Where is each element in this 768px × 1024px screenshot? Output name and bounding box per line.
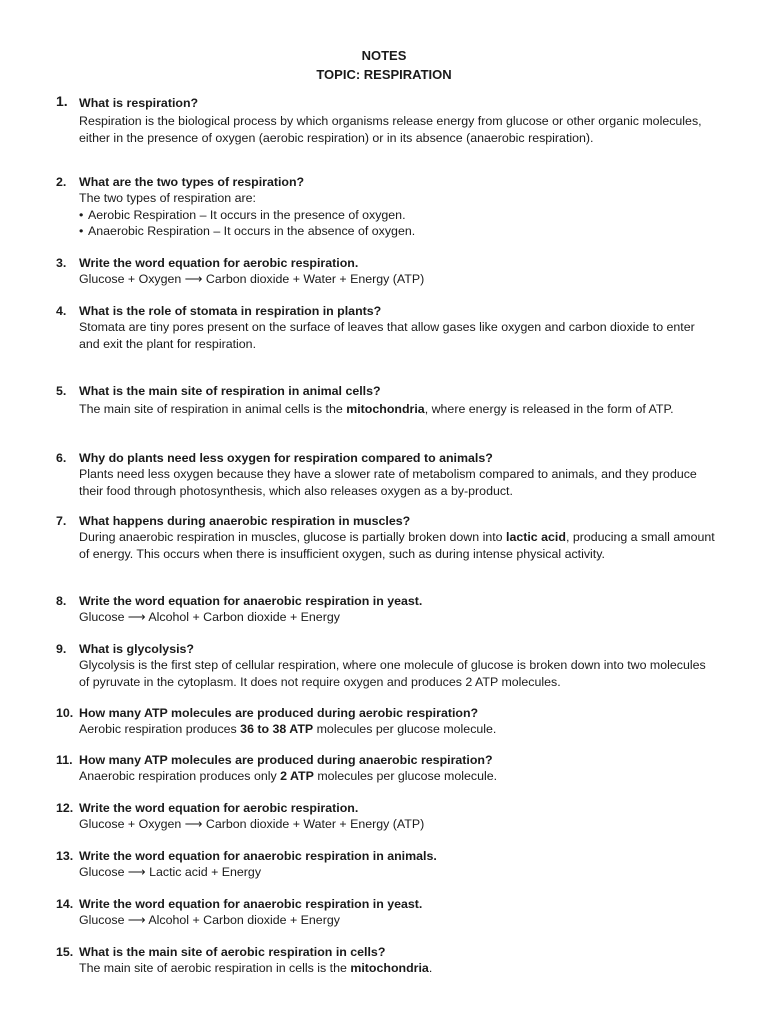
bullet-list bbox=[79, 207, 716, 240]
question-number: 12. bbox=[56, 801, 74, 815]
bullet-icon: • bbox=[79, 207, 84, 222]
question-item bbox=[56, 944, 716, 977]
question-item bbox=[56, 896, 716, 929]
question-text: What happens during anaerobic respiration in muscles? bbox=[79, 514, 411, 528]
question-number: 15. bbox=[56, 945, 74, 959]
question-number: 4. bbox=[56, 304, 67, 318]
question-text: What are the two types of respiration? bbox=[79, 175, 305, 189]
question-item bbox=[56, 800, 716, 833]
question-text: What is glycolysis? bbox=[79, 642, 194, 656]
bullet-text: Aerobic Respiration – It occurs in the presence of oxygen. bbox=[88, 207, 406, 222]
question-item bbox=[56, 303, 716, 352]
question-number: 8. bbox=[56, 594, 67, 608]
list-item bbox=[79, 223, 716, 239]
bullet-text: Anaerobic Respiration – It occurs in the absence of oxygen. bbox=[88, 223, 416, 238]
answer-text: Glucose ⟶ Alcohol + Carbon dioxide + Energy bbox=[79, 913, 340, 928]
answer-text: Glycolysis is the first step of cellular respiration, where one molecule of glucose is broken down into two molecules of pyruvate in the cytoplasm. It does not require oxygen and produces 2 ATP molecules. bbox=[79, 658, 706, 689]
answer-text: The main site of respiration in animal cells is the mitochondria, where energy is released in the form of ATP. bbox=[79, 402, 674, 417]
question-text: Write the word equation for aerobic respiration. bbox=[79, 256, 359, 270]
question-item bbox=[56, 450, 716, 499]
question-text: Why do plants need less oxygen for respiration compared to animals? bbox=[79, 451, 493, 465]
question-item bbox=[56, 255, 716, 288]
question-number: 3. bbox=[56, 256, 67, 270]
list-item bbox=[79, 207, 716, 223]
question-item bbox=[56, 513, 716, 562]
question-text: Write the word equation for anaerobic respiration in yeast. bbox=[79, 897, 423, 911]
question-number: 11. bbox=[56, 753, 73, 767]
question-item bbox=[56, 593, 716, 626]
question-item bbox=[56, 641, 716, 690]
answer-text: Glucose + Oxygen ⟶ Carbon dioxide + Water + Energy (ATP) bbox=[79, 272, 425, 287]
answer-text: Glucose ⟶ Lactic acid + Energy bbox=[79, 865, 262, 880]
answer-text: Respiration is the biological process by which organisms release energy from glucose or other organic molecules, either in the presence of oxygen (aerobic respiration) or in its absence (anaerobic respiration). bbox=[79, 114, 702, 145]
question-text: Write the word equation for anaerobic respiration in animals. bbox=[79, 849, 437, 863]
question-text: Write the word equation for aerobic respiration. bbox=[79, 801, 359, 815]
question-text: How many ATP molecules are produced during aerobic respiration? bbox=[79, 706, 479, 720]
question-number: 5. bbox=[56, 384, 67, 398]
question-number: 7. bbox=[56, 514, 67, 528]
question-number: 14. bbox=[56, 897, 74, 911]
answer-text: Glucose ⟶ Alcohol + Carbon dioxide + Energy bbox=[79, 610, 340, 625]
answer-text: Anaerobic respiration produces only 2 ATP molecules per glucose molecule. bbox=[79, 769, 498, 784]
question-item bbox=[56, 705, 716, 738]
question-item bbox=[56, 752, 716, 785]
question-text: How many ATP molecules are produced during anaerobic respiration? bbox=[79, 753, 493, 767]
answer-text: During anaerobic respiration in muscles, glucose is partially broken down into lactic acid, producing a small amount of energy. This occurs when there is insufficient oxygen, such as during intense physical activity. bbox=[79, 530, 715, 561]
topic-title: TOPIC: RESPIRATION bbox=[316, 66, 452, 82]
question-item bbox=[56, 848, 716, 881]
answer-text: Stomata are tiny pores present on the surface of leaves that allow gases like oxygen and carbon dioxide to enter and exit the plant for respiration. bbox=[79, 320, 695, 351]
question-item bbox=[56, 383, 716, 418]
question-text: What is respiration? bbox=[79, 96, 199, 110]
question-text: Write the word equation for anaerobic respiration in yeast. bbox=[79, 594, 423, 608]
question-item bbox=[56, 95, 716, 146]
question-number: 13. bbox=[56, 849, 74, 863]
answer-text: Plants need less oxygen because they have a slower rate of metabolism compared to animals, and they produce their food through photosynthesis, which also releases oxygen as a by-product. bbox=[79, 467, 697, 498]
answer-text: The two types of respiration are: bbox=[79, 191, 256, 206]
question-number: 1. bbox=[56, 93, 68, 109]
question-item bbox=[56, 174, 716, 239]
question-text: What is the main site of respiration in animal cells? bbox=[79, 384, 381, 398]
question-number: 2. bbox=[56, 175, 67, 189]
answer-text: Aerobic respiration produces 36 to 38 ATP molecules per glucose molecule. bbox=[79, 722, 497, 737]
question-text: What is the main site of aerobic respiration in cells? bbox=[79, 945, 386, 959]
bullet-icon: • bbox=[79, 223, 84, 238]
answer-text: Glucose + Oxygen ⟶ Carbon dioxide + Water + Energy (ATP) bbox=[79, 817, 425, 832]
question-number: 10. bbox=[56, 706, 74, 720]
question-number: 9. bbox=[56, 642, 67, 656]
notes-title: NOTES bbox=[361, 48, 407, 63]
question-number: 6. bbox=[56, 451, 67, 465]
document-header bbox=[0, 47, 768, 84]
answer-text: The main site of aerobic respiration in cells is the mitochondria. bbox=[79, 961, 433, 976]
question-text: What is the role of stomata in respiration in plants? bbox=[79, 304, 382, 318]
